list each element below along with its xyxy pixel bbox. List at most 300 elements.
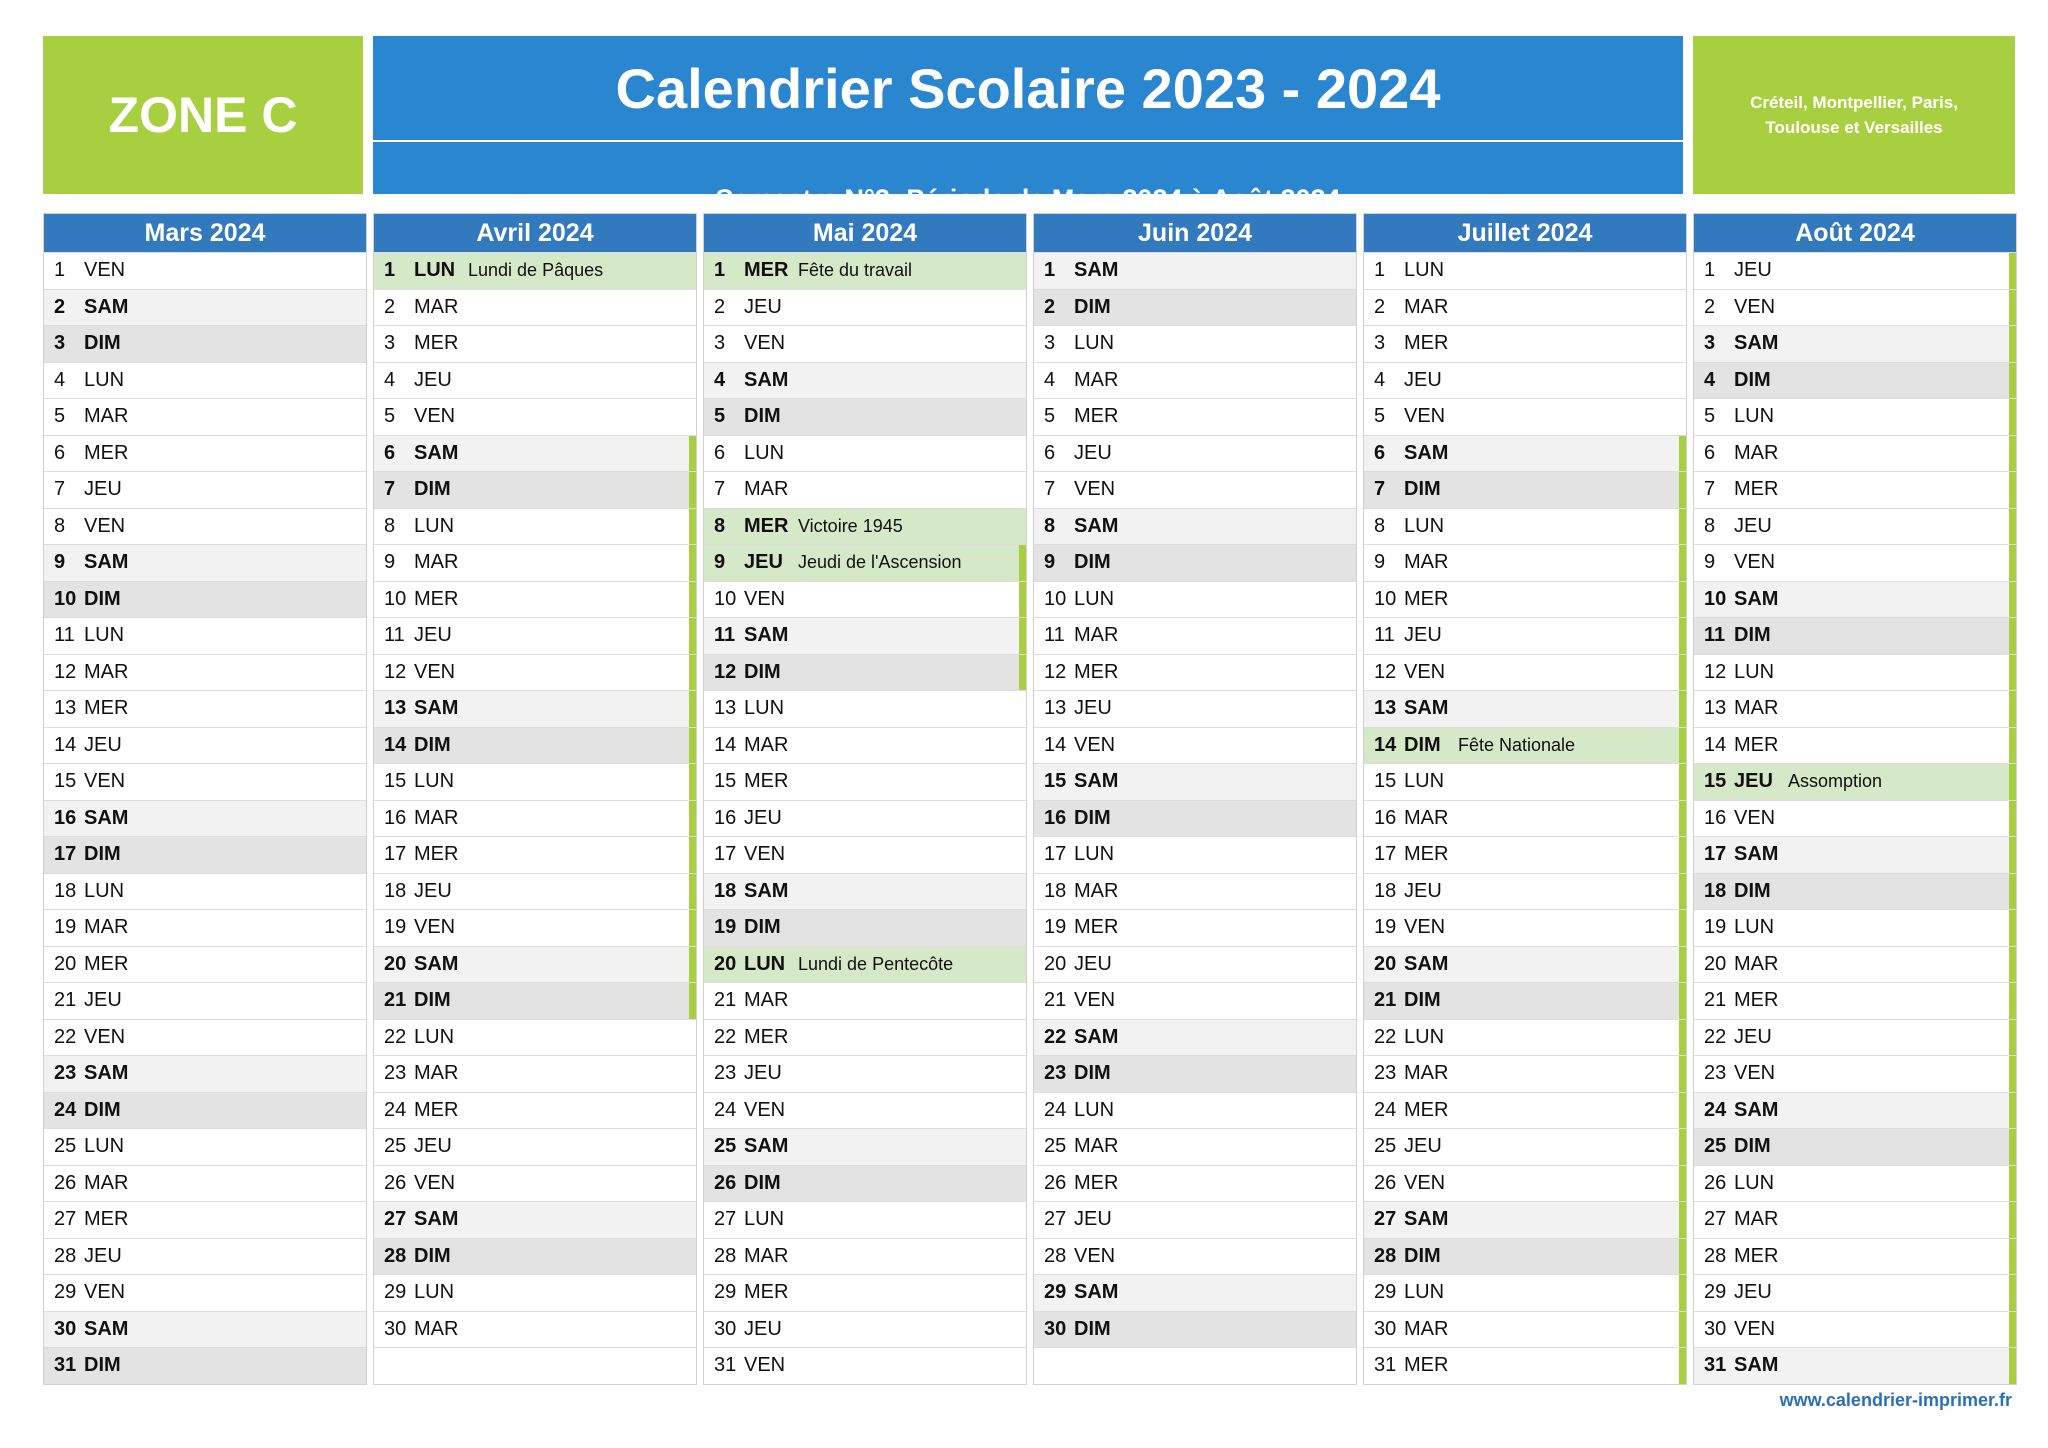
day-row — [1694, 982, 2016, 1019]
day-number: 27 — [54, 1208, 77, 1231]
day-row — [704, 435, 1026, 472]
weekday-name: SAM — [1734, 1098, 1779, 1121]
day-number: 26 — [1374, 1171, 1397, 1194]
day-number: 16 — [714, 806, 737, 829]
day-number: 4 — [54, 368, 66, 391]
day-row — [1034, 435, 1356, 472]
day-row — [704, 1019, 1026, 1056]
weekday-name: VEN — [1404, 1171, 1446, 1194]
weekday-name: VEN — [1404, 916, 1446, 939]
weekday-name: JEU — [1074, 1208, 1112, 1231]
day-number: 14 — [714, 733, 737, 756]
weekday-name: MER — [1404, 843, 1449, 866]
weekday-name: MER — [414, 1098, 459, 1121]
page-title: Calendrier Scolaire 2023 - 2024 — [373, 36, 1683, 142]
weekday-name: LUN — [744, 441, 785, 464]
weekday-name: DIM — [84, 1098, 121, 1121]
day-row — [374, 909, 696, 946]
day-row — [1034, 508, 1356, 545]
day-number: 18 — [1704, 879, 1727, 902]
day-row — [1364, 1165, 1686, 1202]
day-number: 27 — [384, 1208, 407, 1231]
day-number: 7 — [1374, 478, 1386, 501]
day-number: 1 — [384, 259, 396, 282]
weekday-name: SAM — [414, 952, 459, 975]
day-row — [1034, 836, 1356, 873]
weekday-name: SAM — [1734, 332, 1779, 355]
weekday-name: MER — [1074, 916, 1119, 939]
weekday-name: DIM — [1734, 879, 1771, 902]
day-number: 5 — [1704, 405, 1716, 428]
day-number: 28 — [714, 1244, 737, 1267]
weekday-name: MER — [1734, 989, 1779, 1012]
day-row — [1034, 1055, 1356, 1092]
day-row — [1364, 982, 1686, 1019]
day-number: 14 — [1374, 733, 1397, 756]
weekday-name: VEN — [414, 405, 456, 428]
day-number: 22 — [714, 1025, 737, 1048]
day-row — [374, 1019, 696, 1056]
weekday-name: MAR — [1404, 295, 1449, 318]
day-row — [44, 1201, 366, 1238]
day-row — [44, 1311, 366, 1348]
day-row — [1034, 1128, 1356, 1165]
day-number: 15 — [1044, 770, 1067, 793]
day-row — [1364, 654, 1686, 691]
weekday-name: DIM — [414, 733, 451, 756]
day-row — [704, 471, 1026, 508]
weekday-name: SAM — [84, 295, 129, 318]
weekday-name: DIM — [744, 660, 781, 683]
day-number: 29 — [54, 1281, 77, 1304]
day-row — [1694, 873, 2016, 910]
day-row — [374, 325, 696, 362]
weekday-name: SAM — [414, 697, 459, 720]
day-number: 6 — [1374, 441, 1386, 464]
weekday-name: JEU — [414, 1135, 452, 1158]
month-column — [373, 213, 697, 1385]
day-number: 22 — [1374, 1025, 1397, 1048]
day-number: 7 — [714, 478, 726, 501]
day-row — [1034, 763, 1356, 800]
day-row — [1694, 727, 2016, 764]
weekday-name: MER — [744, 1025, 789, 1048]
day-number: 8 — [1704, 514, 1716, 537]
weekday-name: LUN — [1074, 843, 1115, 866]
day-number: 13 — [384, 697, 407, 720]
weekday-name: MER — [1404, 1098, 1449, 1121]
day-row — [44, 1055, 366, 1092]
day-number: 1 — [1704, 259, 1716, 282]
weekday-name: SAM — [84, 551, 129, 574]
website-link[interactable]: www.calendrier-imprimer.fr — [1779, 1390, 2012, 1410]
day-row — [44, 1092, 366, 1129]
weekday-name: LUN — [1404, 1025, 1445, 1048]
day-number: 12 — [1044, 660, 1067, 683]
weekday-name: MER — [744, 259, 789, 282]
weekday-name: MER — [1734, 1244, 1779, 1267]
day-number: 19 — [1704, 916, 1727, 939]
day-row — [1034, 325, 1356, 362]
weekday-name: VEN — [1734, 806, 1776, 829]
day-number: 26 — [1704, 1171, 1727, 1194]
day-row — [1364, 398, 1686, 435]
weekday-name: JEU — [1734, 770, 1773, 793]
day-row — [44, 982, 366, 1019]
day-row — [704, 1347, 1026, 1384]
weekday-name: VEN — [1404, 660, 1446, 683]
day-number: 11 — [714, 624, 736, 647]
day-row — [1694, 1274, 2016, 1311]
weekday-name: SAM — [1734, 1354, 1779, 1377]
day-number: 23 — [54, 1062, 77, 1085]
weekday-name: VEN — [1404, 405, 1446, 428]
weekday-name: DIM — [1404, 1244, 1441, 1267]
weekday-name: MER — [744, 1281, 789, 1304]
cities-banner — [1693, 36, 2015, 194]
day-row — [1364, 362, 1686, 399]
weekday-name: JEU — [1074, 441, 1112, 464]
weekday-name: MAR — [1074, 624, 1119, 647]
holiday-label: Fête Nationale — [1458, 734, 1576, 755]
weekday-name: MER — [84, 952, 129, 975]
weekday-name: DIM — [1074, 1317, 1111, 1340]
day-number: 4 — [384, 368, 396, 391]
day-number: 21 — [384, 989, 407, 1012]
weekday-name: SAM — [414, 1208, 459, 1231]
day-row — [704, 617, 1026, 654]
day-row — [704, 763, 1026, 800]
day-number: 30 — [1374, 1317, 1397, 1340]
weekday-name: MAR — [1404, 1317, 1449, 1340]
day-row — [374, 1347, 696, 1384]
day-number: 11 — [1044, 624, 1065, 647]
weekday-name: DIM — [84, 332, 121, 355]
weekday-name: VEN — [1734, 1317, 1776, 1340]
weekday-name: SAM — [744, 879, 789, 902]
day-row — [374, 690, 696, 727]
weekday-name: MAR — [1404, 551, 1449, 574]
weekday-name: SAM — [1404, 697, 1449, 720]
day-row — [1034, 1347, 1356, 1384]
day-number: 15 — [714, 770, 737, 793]
holiday-label: Fête du travail — [798, 260, 913, 281]
day-row — [704, 1165, 1026, 1202]
weekday-name: SAM — [1074, 514, 1119, 537]
day-row — [1694, 1128, 2016, 1165]
day-row — [1034, 471, 1356, 508]
day-number: 8 — [1044, 514, 1056, 537]
weekday-name: DIM — [1404, 733, 1441, 756]
day-row — [1364, 800, 1686, 837]
weekday-name: LUN — [1074, 587, 1115, 610]
day-number: 24 — [384, 1098, 407, 1121]
day-number: 19 — [1044, 916, 1067, 939]
day-number: 16 — [384, 806, 407, 829]
weekday-name: JEU — [744, 1317, 782, 1340]
day-number: 20 — [1374, 952, 1397, 975]
day-number: 23 — [1044, 1062, 1067, 1085]
weekday-name: VEN — [414, 916, 456, 939]
weekday-name: JEU — [84, 733, 122, 756]
cities-line-1: Créteil, Montpellier, Paris, — [1750, 92, 1958, 112]
weekday-name: MAR — [1734, 441, 1779, 464]
weekday-name: SAM — [744, 1135, 789, 1158]
weekday-name: JEU — [1734, 1025, 1772, 1048]
day-number: 18 — [1374, 879, 1397, 902]
day-row — [1034, 1092, 1356, 1129]
day-row — [1364, 1201, 1686, 1238]
day-row — [1034, 727, 1356, 764]
day-number: 24 — [1704, 1098, 1727, 1121]
day-number: 4 — [1374, 368, 1386, 391]
day-number: 15 — [1704, 770, 1727, 793]
weekday-name: LUN — [84, 624, 125, 647]
weekday-name: JEU — [744, 295, 782, 318]
day-row — [1364, 508, 1686, 545]
day-row — [44, 1165, 366, 1202]
day-row — [1694, 946, 2016, 983]
weekday-name: LUN — [1734, 660, 1775, 683]
weekday-name: DIM — [744, 405, 781, 428]
weekday-name: DIM — [1074, 295, 1111, 318]
day-number: 16 — [54, 806, 77, 829]
day-row — [704, 1055, 1026, 1092]
weekday-name: VEN — [414, 660, 456, 683]
day-number: 29 — [1044, 1281, 1067, 1304]
day-number: 11 — [384, 624, 405, 647]
day-row — [44, 252, 366, 289]
weekday-name: JEU — [744, 551, 783, 574]
day-number: 3 — [1704, 332, 1716, 355]
weekday-name: MER — [1734, 733, 1779, 756]
day-row — [44, 362, 366, 399]
weekday-name: JEU — [414, 879, 452, 902]
weekday-name: LUN — [1404, 259, 1445, 282]
weekday-name: JEU — [1074, 697, 1112, 720]
day-number: 3 — [1374, 332, 1386, 355]
day-number: 22 — [54, 1025, 77, 1048]
day-row — [1694, 836, 2016, 873]
weekday-name: MER — [1074, 405, 1119, 428]
day-row — [44, 325, 366, 362]
day-number: 18 — [714, 879, 737, 902]
weekday-name: DIM — [1404, 989, 1441, 1012]
day-row — [1034, 544, 1356, 581]
weekday-name: VEN — [744, 332, 786, 355]
weekday-name: LUN — [414, 259, 456, 282]
day-row — [44, 1347, 366, 1384]
day-row — [1364, 946, 1686, 983]
day-row — [704, 252, 1026, 289]
day-number: 23 — [1374, 1062, 1397, 1085]
day-number: 26 — [714, 1171, 737, 1194]
day-row — [1034, 362, 1356, 399]
weekday-name: LUN — [414, 1025, 455, 1048]
day-number: 6 — [1704, 441, 1716, 464]
day-number: 30 — [384, 1317, 407, 1340]
weekday-name: MAR — [414, 551, 459, 574]
day-row — [1694, 252, 2016, 289]
day-number: 11 — [1704, 624, 1726, 647]
day-row — [1034, 252, 1356, 289]
day-row — [1694, 909, 2016, 946]
month-column — [43, 213, 367, 1385]
day-number: 20 — [54, 952, 77, 975]
day-number: 9 — [1704, 551, 1716, 574]
day-number: 29 — [1704, 1281, 1727, 1304]
day-number: 29 — [1374, 1281, 1397, 1304]
weekday-name: DIM — [414, 989, 451, 1012]
weekday-name: MAR — [744, 733, 789, 756]
day-row — [704, 1238, 1026, 1275]
day-number: 21 — [54, 989, 77, 1012]
day-row — [1694, 1092, 2016, 1129]
day-row — [374, 654, 696, 691]
day-number: 10 — [384, 587, 407, 610]
day-row — [44, 508, 366, 545]
day-number: 24 — [1374, 1098, 1397, 1121]
weekday-name: MAR — [1734, 697, 1779, 720]
day-number: 7 — [1044, 478, 1056, 501]
weekday-name: MAR — [1404, 806, 1449, 829]
weekday-name: MER — [84, 697, 129, 720]
day-number: 6 — [714, 441, 726, 464]
day-row — [1364, 435, 1686, 472]
day-row — [704, 325, 1026, 362]
weekday-name: LUN — [1404, 1281, 1445, 1304]
day-row — [1034, 1019, 1356, 1056]
day-row — [704, 581, 1026, 618]
day-number: 2 — [1704, 295, 1716, 318]
day-number: 14 — [54, 733, 77, 756]
day-row — [44, 727, 366, 764]
day-number: 24 — [54, 1098, 77, 1121]
day-row — [704, 1201, 1026, 1238]
weekday-name: LUN — [744, 1208, 785, 1231]
day-number: 25 — [384, 1135, 407, 1158]
day-number: 16 — [1374, 806, 1397, 829]
day-number: 5 — [54, 405, 66, 428]
day-number: 26 — [1044, 1171, 1067, 1194]
day-number: 1 — [54, 259, 66, 282]
weekday-name: MAR — [414, 295, 459, 318]
weekday-name: JEU — [1734, 1281, 1772, 1304]
day-row — [44, 873, 366, 910]
weekday-name: LUN — [84, 1135, 125, 1158]
day-row — [374, 471, 696, 508]
day-row — [374, 508, 696, 545]
day-row — [1034, 1238, 1356, 1275]
day-row — [704, 800, 1026, 837]
day-row — [374, 946, 696, 983]
day-row — [374, 252, 696, 289]
weekday-name: SAM — [414, 441, 459, 464]
day-row — [374, 1165, 696, 1202]
day-number: 9 — [1374, 551, 1386, 574]
day-number: 7 — [1704, 478, 1716, 501]
weekday-name: DIM — [1734, 624, 1771, 647]
weekday-name: LUN — [1734, 1171, 1775, 1194]
weekday-name: DIM — [1734, 1135, 1771, 1158]
weekday-name: MER — [1404, 332, 1449, 355]
weekday-name: JEU — [1734, 259, 1772, 282]
day-number: 30 — [714, 1317, 737, 1340]
weekday-name: SAM — [1074, 1281, 1119, 1304]
weekday-name: JEU — [1404, 624, 1442, 647]
weekday-name: LUN — [84, 368, 125, 391]
weekday-name: DIM — [1734, 368, 1771, 391]
day-row — [1694, 1238, 2016, 1275]
day-number: 14 — [1044, 733, 1067, 756]
day-number: 21 — [1044, 989, 1067, 1012]
day-number: 25 — [714, 1135, 737, 1158]
day-row — [44, 398, 366, 435]
cities-line-2: Toulouse et Versailles — [1765, 118, 1943, 137]
day-row — [1694, 508, 2016, 545]
day-row — [1364, 289, 1686, 326]
day-number: 13 — [714, 697, 737, 720]
holiday-label: Lundi de Pâques — [468, 260, 604, 281]
weekday-name: MAR — [1074, 368, 1119, 391]
weekday-name: SAM — [84, 1317, 129, 1340]
day-number: 10 — [54, 587, 77, 610]
day-number: 1 — [1374, 259, 1386, 282]
weekday-name: MER — [744, 514, 789, 537]
day-number: 17 — [1374, 843, 1397, 866]
weekday-name: SAM — [1734, 843, 1779, 866]
day-number: 12 — [714, 660, 737, 683]
day-number: 6 — [384, 441, 396, 464]
weekday-name: MAR — [84, 1171, 129, 1194]
day-number: 26 — [54, 1171, 77, 1194]
day-row — [704, 1311, 1026, 1348]
day-number: 28 — [1704, 1244, 1727, 1267]
day-number: 17 — [54, 843, 77, 866]
weekday-name: SAM — [744, 624, 789, 647]
day-number: 15 — [54, 770, 77, 793]
day-row — [1034, 909, 1356, 946]
day-row — [374, 544, 696, 581]
day-number: 11 — [54, 624, 75, 647]
day-row — [1034, 289, 1356, 326]
day-row — [1694, 435, 2016, 472]
day-row — [1694, 471, 2016, 508]
day-number: 20 — [384, 952, 407, 975]
day-row — [1034, 398, 1356, 435]
day-row — [704, 909, 1026, 946]
holiday-label: Assomption — [1788, 771, 1883, 792]
day-row — [44, 289, 366, 326]
weekday-name: MAR — [414, 1062, 459, 1085]
day-row — [374, 836, 696, 873]
weekday-name: MER — [1734, 478, 1779, 501]
day-row — [374, 617, 696, 654]
day-row — [1034, 946, 1356, 983]
day-number: 25 — [1374, 1135, 1397, 1158]
day-row — [704, 946, 1026, 983]
weekday-name: DIM — [1074, 806, 1111, 829]
day-number: 21 — [1374, 989, 1397, 1012]
day-row — [44, 763, 366, 800]
weekday-name: VEN — [84, 1025, 126, 1048]
weekday-name: SAM — [1404, 1208, 1449, 1231]
day-number: 23 — [714, 1062, 737, 1085]
weekday-name: LUN — [1734, 916, 1775, 939]
weekday-name: SAM — [1074, 770, 1119, 793]
day-row — [1364, 581, 1686, 618]
day-row — [44, 690, 366, 727]
